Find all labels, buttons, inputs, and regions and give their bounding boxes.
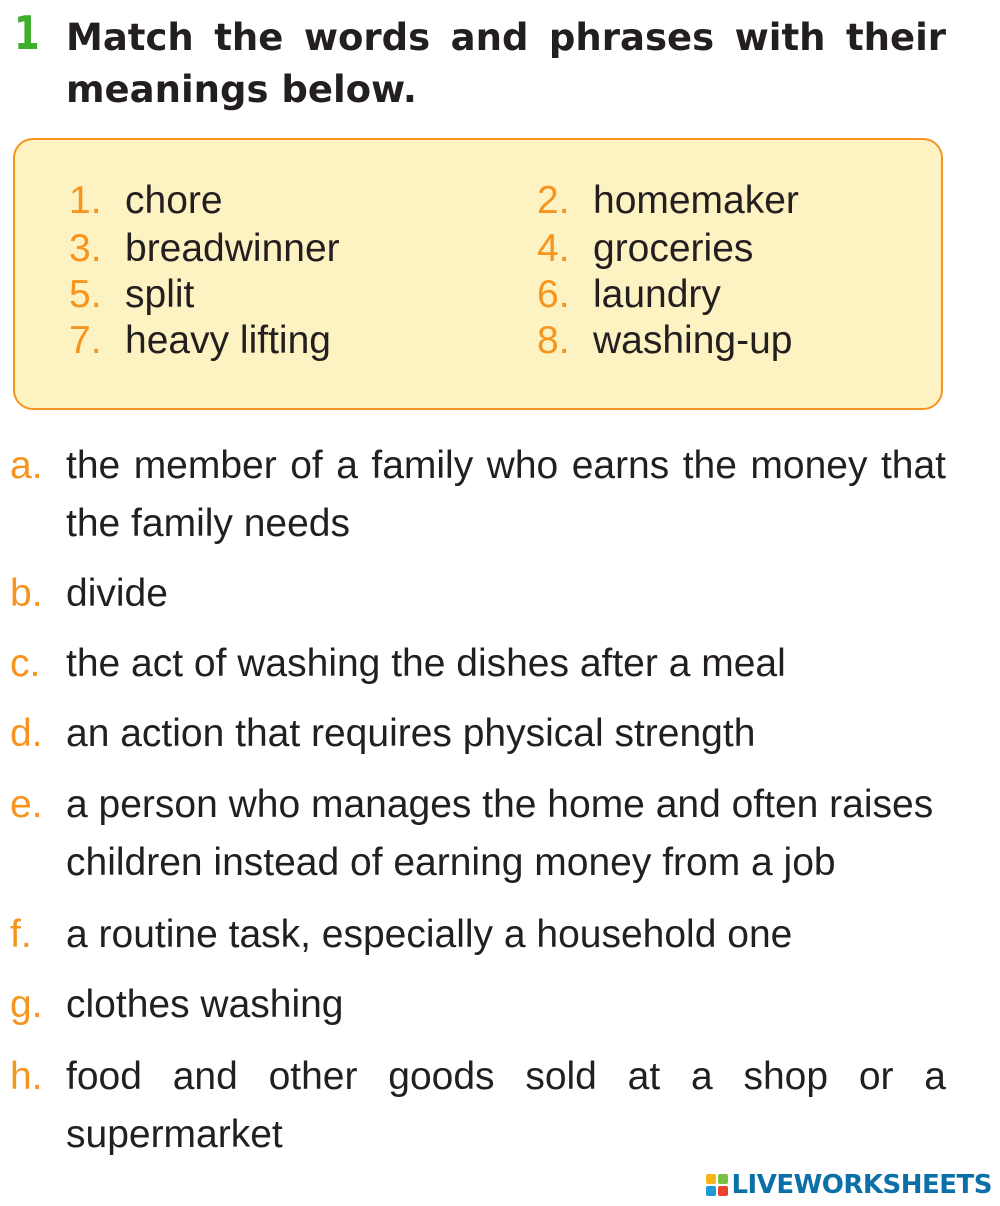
definition-letter: e. xyxy=(10,783,43,826)
word-item-5 xyxy=(69,272,194,318)
definition-e xyxy=(10,776,946,892)
definition-letter: b. xyxy=(10,572,43,615)
definition-text: the member of a family who earns the money that the family needs xyxy=(66,444,946,545)
word-number: 1. xyxy=(69,179,102,222)
word-box xyxy=(13,138,943,410)
word-item-6 xyxy=(537,272,721,318)
definition-letter: h. xyxy=(10,1055,43,1098)
word-number: 7. xyxy=(69,319,102,362)
definition-text: a routine task, especially a household one xyxy=(66,913,793,956)
word-number: 4. xyxy=(537,227,570,270)
word-text: homemaker xyxy=(593,179,799,222)
definition-letter: d. xyxy=(10,712,43,755)
definition-text: clothes washing xyxy=(66,983,344,1026)
definition-text: food and other goods sold at a shop or a supermarket xyxy=(66,1055,946,1156)
definition-g xyxy=(10,976,946,1034)
word-text: split xyxy=(125,273,195,316)
definition-text: an action that requires physical strength xyxy=(66,712,756,755)
word-text: washing-up xyxy=(593,319,793,362)
word-number: 8. xyxy=(537,319,570,362)
liveworksheets-brand[interactable] xyxy=(706,1168,992,1202)
word-text: groceries xyxy=(593,227,754,270)
definition-letter: f. xyxy=(10,913,32,956)
word-number: 5. xyxy=(69,273,102,316)
brand-name: LIVEWORKSHEETS xyxy=(731,1170,992,1200)
definition-letter: g. xyxy=(10,983,43,1026)
definition-letter: a. xyxy=(10,444,43,487)
definition-b xyxy=(10,565,946,623)
definition-d xyxy=(10,705,946,763)
definition-text: divide xyxy=(66,572,168,615)
exercise-instruction: Match the words and phrases with their meanings below. xyxy=(66,16,946,111)
definition-c xyxy=(10,635,946,693)
definition-f xyxy=(10,906,946,964)
word-text: breadwinner xyxy=(125,227,340,270)
word-text: chore xyxy=(125,179,223,222)
word-item-1 xyxy=(69,178,223,224)
word-number: 3. xyxy=(69,227,102,270)
word-item-2 xyxy=(537,178,799,224)
definition-letter: c. xyxy=(10,642,41,685)
word-number: 2. xyxy=(537,179,570,222)
liveworksheets-logo-icon xyxy=(706,1174,728,1196)
word-item-3 xyxy=(69,226,340,272)
word-text: laundry xyxy=(593,273,721,316)
word-number: 6. xyxy=(537,273,570,316)
word-item-7 xyxy=(69,318,331,364)
definition-a xyxy=(10,437,946,553)
word-text: heavy lifting xyxy=(125,319,331,362)
word-item-4 xyxy=(537,226,753,272)
word-item-8 xyxy=(537,318,792,364)
definition-text: the act of washing the dishes after a meal xyxy=(66,642,786,685)
definition-h xyxy=(10,1048,946,1164)
definition-text: a person who manages the home and often raises children instead of earning money from a job xyxy=(66,783,934,884)
exercise-number: 1 xyxy=(14,6,40,60)
